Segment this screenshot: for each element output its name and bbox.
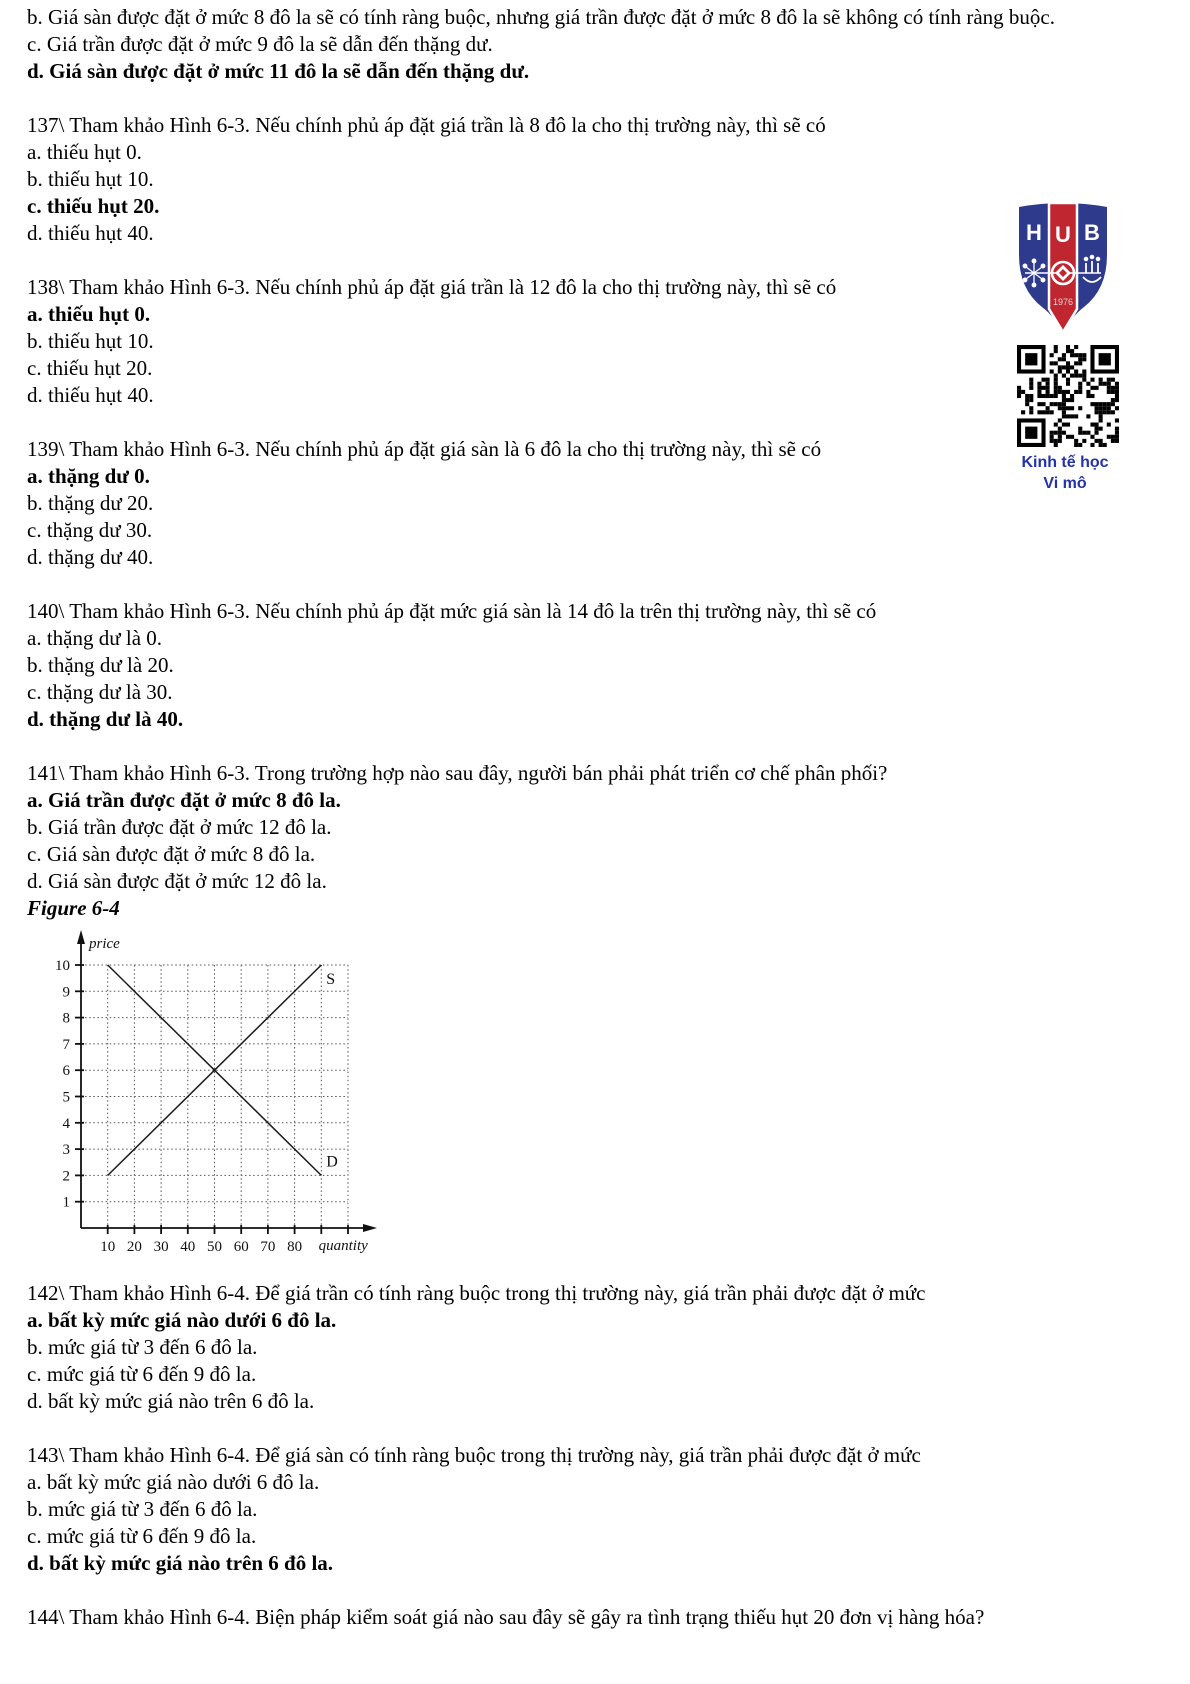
- option-d: d. bất kỳ mức giá nào trên 6 đô la.: [27, 1389, 315, 1413]
- question-stem: 141\ Tham khảo Hình 6-3. Trong trường hợp nào sau đây, người bán phải phát triển cơ chế phân phối?: [27, 761, 888, 785]
- qr-caption-course: Kinh tế học: [1021, 454, 1109, 471]
- question-stem: 138\ Tham khảo Hình 6-3. Nếu chính phủ áp đặt giá trần là 12 đô la cho thị trường này, thì sẽ có: [27, 275, 837, 299]
- option-a: a. bất kỳ mức giá nào dưới 6 đô la.: [27, 1470, 320, 1494]
- question-stem: 139\ Tham khảo Hình 6-3. Nếu chính phủ áp đặt giá sàn là 6 đô la cho thị trường này, thì sẽ có: [27, 437, 822, 461]
- option-d-answer: d. thặng dư là 40.: [27, 707, 184, 731]
- option-c: c. thiếu hụt 20.: [27, 356, 153, 380]
- option-b: b. thặng dư 20.: [27, 491, 154, 515]
- option-d: d. Giá sàn được đặt ở mức 12 đô la.: [27, 869, 327, 893]
- svg-text:5: 5: [62, 1089, 70, 1106]
- option-c: c. mức giá từ 6 đến 9 đô la.: [27, 1362, 257, 1386]
- question-140: [27, 598, 1167, 733]
- svg-text:8: 8: [62, 1010, 70, 1027]
- option-c: c. Giá sàn được đặt ở mức 8 đô la.: [27, 842, 316, 866]
- logo-center-emblem: [1052, 262, 1074, 284]
- question-142: [27, 1280, 1167, 1415]
- figure-title: Figure 6-4: [27, 896, 120, 920]
- svg-text:4: 4: [62, 1115, 70, 1132]
- document-body: [27, 0, 1167, 1631]
- option-a-answer: a. Giá trần được đặt ở mức 8 đô la.: [27, 788, 341, 812]
- svg-text:60: 60: [233, 1239, 249, 1255]
- question-141: [27, 760, 1167, 895]
- question-143: [27, 1442, 1167, 1577]
- svg-text:10: 10: [55, 958, 70, 974]
- intro-options: [27, 4, 1167, 85]
- option-d: d. thiếu hụt 40.: [27, 221, 154, 245]
- question-stem: 137\ Tham khảo Hình 6-3. Nếu chính phủ áp đặt giá trần là 8 đô la cho thị trường này, thì sẽ có: [27, 113, 826, 137]
- svg-text:70: 70: [260, 1239, 276, 1255]
- question-stem: 142\ Tham khảo Hình 6-4. Để giá trần có tính ràng buộc trong thị trường này, giá trần phải được đặt ở mức: [27, 1281, 926, 1305]
- qr-code: [1017, 345, 1119, 452]
- logo-letter-h: H: [1026, 220, 1042, 245]
- svg-text:quantity: quantity: [318, 1238, 368, 1254]
- svg-text:20: 20: [126, 1239, 142, 1255]
- svg-text:50: 50: [207, 1239, 222, 1255]
- option-c-answer: c. thiếu hụt 20.: [27, 194, 160, 218]
- option-b: b. thiếu hụt 10.: [27, 329, 154, 353]
- figure-6-4-chart: [27, 922, 1167, 1260]
- option-c: c. thặng dư là 30.: [27, 680, 173, 704]
- logo-year: 1976: [1052, 297, 1074, 307]
- option-c: c. thặng dư 30.: [27, 518, 153, 542]
- question-137: [27, 112, 1167, 247]
- svg-text:9: 9: [62, 984, 70, 1001]
- option-a-answer: a. bất kỳ mức giá nào dưới 6 đô la.: [27, 1308, 337, 1332]
- question-stem: 144\ Tham khảo Hình 6-4. Biện pháp kiểm soát giá nào sau đây sẽ gây ra tình trạng thiếu hụt 20 đơn vị hàng hóa?: [27, 1605, 985, 1629]
- svg-text:3: 3: [62, 1142, 70, 1159]
- svg-text:30: 30: [153, 1239, 169, 1255]
- logo-letter-u: U: [1055, 222, 1071, 247]
- option-d-answer: d. bất kỳ mức giá nào trên 6 đô la.: [27, 1551, 334, 1575]
- hub-university-logo: [1015, 197, 1111, 338]
- question-stem: 143\ Tham khảo Hình 6-4. Để giá sàn có tính ràng buộc trong thị trường này, giá trần phải được đặt ở mức: [27, 1443, 921, 1467]
- logo-letter-b: B: [1084, 220, 1100, 245]
- svg-text:80: 80: [287, 1239, 303, 1255]
- svg-text:1: 1: [62, 1194, 70, 1211]
- option-c: c. mức giá từ 6 đến 9 đô la.: [27, 1524, 257, 1548]
- question-139: [27, 436, 1167, 571]
- svg-text:7: 7: [62, 1036, 70, 1053]
- svg-text:D: D: [326, 1153, 338, 1171]
- question-stem: 140\ Tham khảo Hình 6-3. Nếu chính phủ áp đặt mức giá sàn là 14 đô la trên thị trường này, thì sẽ có: [27, 599, 877, 623]
- option-b: b. mức giá từ 3 đến 6 đô la.: [27, 1335, 258, 1359]
- option-a: a. thặng dư là 0.: [27, 626, 163, 650]
- qr-caption: [1008, 452, 1122, 494]
- svg-text:S: S: [326, 971, 336, 988]
- svg-text:40: 40: [180, 1239, 196, 1255]
- option-a: a. thiếu hụt 0.: [27, 140, 142, 164]
- option-b: b. thặng dư là 20.: [27, 653, 174, 677]
- qr-caption-subtitle: Vi mô: [1043, 475, 1087, 492]
- svg-text:price: price: [89, 936, 120, 952]
- question-138: [27, 274, 1167, 409]
- option-b: b. mức giá từ 3 đến 6 đô la.: [27, 1497, 258, 1521]
- option-b: b. Giá trần được đặt ở mức 12 đô la.: [27, 815, 332, 839]
- option-b: b. thiếu hụt 10.: [27, 167, 154, 191]
- option-a-answer: a. thiếu hụt 0.: [27, 302, 151, 326]
- svg-text:10: 10: [100, 1239, 116, 1255]
- svg-text:6: 6: [62, 1063, 70, 1080]
- option-a-answer: a. thặng dư 0.: [27, 464, 150, 488]
- option-d: d. thiếu hụt 40.: [27, 383, 154, 407]
- option-line: c. Giá trần được đặt ở mức 9 đô la sẽ dẫn đến thặng dư.: [27, 32, 493, 56]
- option-d: d. thặng dư 40.: [27, 545, 154, 569]
- question-144: [27, 1604, 1167, 1631]
- option-line: b. Giá sàn được đặt ở mức 8 đô la sẽ có tính ràng buộc, nhưng giá trần được đặt ở mức 8 đô la sẽ không có tính ràng buộc.: [27, 5, 1056, 29]
- svg-text:2: 2: [62, 1168, 70, 1185]
- option-line-answer: d. Giá sàn được đặt ở mức 11 đô la sẽ dẫn đến thặng dư.: [27, 59, 530, 83]
